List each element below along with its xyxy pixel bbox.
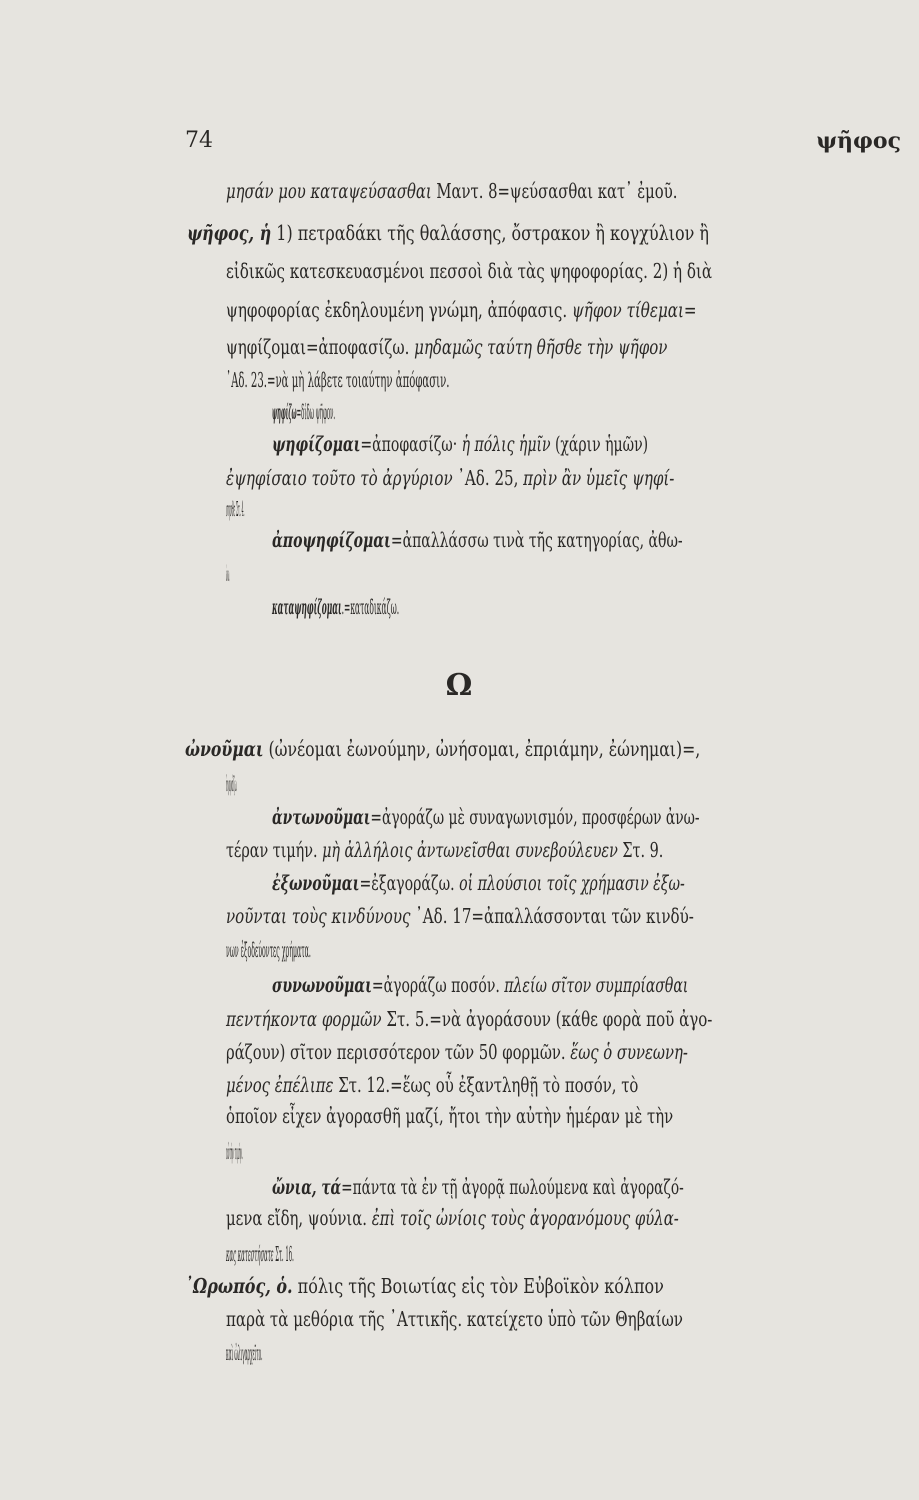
example-quote: μὴ ἀλλήλοις ἀντωνεῖσθαι συνεβούλευεν bbox=[322, 838, 618, 862]
headword: ἀντωνοῦμαι bbox=[272, 805, 371, 829]
example-quote: νοῦνται τοὺς κινδύνους bbox=[226, 904, 411, 928]
text-line bbox=[272, 427, 901, 461]
headword: καταψηφίζομαι bbox=[272, 595, 342, 619]
text-line bbox=[272, 800, 891, 834]
text-span: Στ. 16. bbox=[273, 1242, 294, 1266]
text-span: αὐτὴν τιμήν. bbox=[226, 1140, 243, 1164]
example-quote: ψῆφον τίθεμαι bbox=[571, 298, 684, 322]
example-quote: πεντήκοντα φορμῶν bbox=[226, 1007, 382, 1031]
example-quote: πρὶν ἂν ὑμεῖς ψηφί- bbox=[523, 466, 675, 490]
text-line bbox=[226, 767, 329, 801]
text-span: =ἀπαλλάσσω τινὰ τῆς κατηγορίας, ἀθω- bbox=[390, 528, 683, 552]
text-line bbox=[226, 899, 901, 933]
example-quote: ἐπὶ τοῖς ὠνίοις τοὺς ἀγορανόμους φύλα- bbox=[371, 1206, 679, 1230]
example-quote: ἐψηφίσαιο τοῦτο τὸ ἀργύριον bbox=[226, 466, 453, 490]
example-quote: μηδαμῶς ταύτη θῆσθε τὴν ψῆφον bbox=[414, 335, 668, 359]
text-line bbox=[226, 933, 506, 967]
headword: ᾽Ωρωπός, ὁ. bbox=[185, 1274, 293, 1298]
text-span: =ἐξαγοράζω. bbox=[359, 871, 460, 895]
text-span: ᾽Αδ. 25, bbox=[452, 466, 524, 490]
text-line bbox=[226, 1302, 902, 1336]
text-line bbox=[226, 1068, 893, 1102]
example-quote: σησθε bbox=[226, 497, 236, 521]
text-line bbox=[226, 293, 903, 327]
text-span: Στ. 5.=νὰ ἀγοράσουν (κάθε φορὰ ποῦ ἀγο- bbox=[381, 1007, 713, 1031]
text-line bbox=[272, 968, 901, 1002]
text-span: Στ. 4. bbox=[235, 497, 245, 521]
text-span: ράζουν) σῖτον περισσότερον τῶν 50 φορμῶν. bbox=[226, 1040, 571, 1064]
text-line bbox=[272, 395, 512, 429]
text-line bbox=[226, 363, 680, 397]
headword: ψηφίζομαι bbox=[272, 432, 361, 456]
text-span: =δίδω ψῆφον. bbox=[296, 400, 336, 424]
text-span: ἀγοράζω. bbox=[226, 772, 238, 796]
headword: συνωνοῦμαι bbox=[272, 973, 372, 997]
text-line bbox=[226, 1035, 889, 1069]
section-letter: Ω bbox=[445, 668, 474, 703]
text-line bbox=[226, 492, 358, 526]
headword: ψηφίζω bbox=[272, 400, 297, 424]
text-span: Στ. 9. bbox=[617, 838, 664, 862]
text-line bbox=[226, 1135, 343, 1169]
example-quote: κας κατεστήσατε bbox=[226, 1242, 274, 1266]
text-line bbox=[187, 216, 903, 250]
text-span: 1) πετραδάκι τῆς θαλάσσης, ὄστρακον ἢ κογχύλιον ἢ bbox=[271, 221, 709, 245]
text-line bbox=[226, 1237, 465, 1271]
example-quote: μένος ἐπέλιπε bbox=[226, 1073, 334, 1097]
text-line bbox=[226, 254, 903, 288]
text-span: ᾽Αδ. 23.=νὰ μὴ λάβετε τοιαύτην ἀπόφασιν. bbox=[226, 368, 450, 392]
headword: ὤνια, τά bbox=[272, 1175, 342, 1199]
running-head: ψῆφος bbox=[816, 128, 901, 154]
text-line bbox=[226, 1002, 901, 1036]
text-span: =ἀγοράζω ποσόν. bbox=[371, 973, 505, 997]
text-line bbox=[226, 1201, 891, 1235]
text-span: τέραν τιμήν. bbox=[226, 838, 323, 862]
example-quote: πλείω σῖτον συμπρίασθαι bbox=[504, 973, 689, 997]
text-line bbox=[226, 557, 290, 591]
text-span: Μαντ. 8=ψεύσασθαι κατ᾽ ἐμοῦ. bbox=[431, 179, 678, 203]
text-span: =ἀποφασίζω· bbox=[360, 432, 462, 456]
text-span: ὁποῖον εἶχεν ἀγορασθῆ μαζί, ἤτοι τὴν αὐτὴν ἡμέραν μὲ τὴν bbox=[226, 1104, 674, 1128]
text-line bbox=[226, 1336, 414, 1370]
example-quote: ἡ πόλις ἡμῖν bbox=[461, 432, 551, 456]
text-span: νων ἐξοδεύοντες χρήματα. bbox=[226, 938, 311, 962]
text-line bbox=[185, 1269, 902, 1303]
headword: ἀποψηφίζομαι bbox=[272, 528, 391, 552]
headword: ὠνοῦμαι bbox=[185, 737, 264, 761]
text-line bbox=[226, 1099, 892, 1133]
example-quote: ἕως ὁ συνεωνη- bbox=[570, 1040, 688, 1064]
text-line bbox=[226, 174, 889, 208]
page-header bbox=[185, 128, 901, 158]
text-span: μενα εἴδη, ψούνια. bbox=[226, 1206, 372, 1230]
text-line bbox=[272, 866, 905, 900]
text-span: (ὠνέομαι ἐωνούμην, ὠνήσομαι, ἐπριάμην, ἐώνημαι)=, bbox=[263, 737, 701, 761]
example-quote: οἱ πλούσιοι τοῖς χρήμασιν ἐξω- bbox=[459, 871, 685, 895]
example-quote: μησάν μου καταψεύσασθαι bbox=[226, 179, 432, 203]
text-span: (χάριν ἡμῶν) bbox=[550, 432, 649, 456]
text-span: πόλις τῆς Βοιωτίας εἰς τὸν Εὐβοϊκὸν κόλπον bbox=[292, 1274, 664, 1298]
text-line bbox=[185, 732, 890, 766]
text-line bbox=[272, 1170, 887, 1204]
text-span: καὶ ὠλιγαρχεῖτο. bbox=[226, 1341, 263, 1365]
headword: ψῆφος, ἡ bbox=[187, 221, 272, 245]
text-line bbox=[226, 330, 898, 364]
text-span: ψηφίζομαι=ἀποφασίζω. bbox=[226, 335, 415, 359]
text-span: παρὰ τὰ μεθόρια τῆς ᾽Αττικῆς. κατείχετο ὑπὸ τῶν Θηβαίων bbox=[226, 1307, 683, 1331]
text-span: εἰδικῶς κατεσκευασμένοι πεσσοὶ διὰ τὰς ψηφοφορίας. 2) ἡ διὰ bbox=[226, 259, 713, 283]
text-span: Στ. 12.=ἕως οὗ ἐξαντληθῇ τὸ ποσόν, τὸ bbox=[333, 1073, 639, 1097]
headword: ἐξωνοῦμαι bbox=[272, 871, 360, 895]
text-span: ψηφοφορίας ἐκδηλουμένη γνώμη, ἀπόφασις. bbox=[226, 298, 572, 322]
text-span: .=καταδικάζω. bbox=[341, 595, 400, 619]
text-span: ώνω. bbox=[226, 562, 230, 586]
text-line bbox=[226, 833, 869, 867]
text-line bbox=[226, 461, 901, 495]
page-number: 74 bbox=[185, 128, 213, 153]
text-line bbox=[272, 590, 609, 624]
text-span: =πάντα τὰ ἐν τῇ ἀγορᾷ πωλούμενα καὶ ἀγοραζό- bbox=[341, 1175, 684, 1199]
text-span: = bbox=[683, 298, 697, 322]
text-span: =ἀγοράζω μὲ συναγωνισμόν, προσφέρων ἀνω- bbox=[370, 805, 700, 829]
text-line bbox=[272, 523, 901, 557]
text-span: ᾽Αδ. 17=ἀπαλλάσσονται τῶν κινδύ- bbox=[410, 904, 694, 928]
